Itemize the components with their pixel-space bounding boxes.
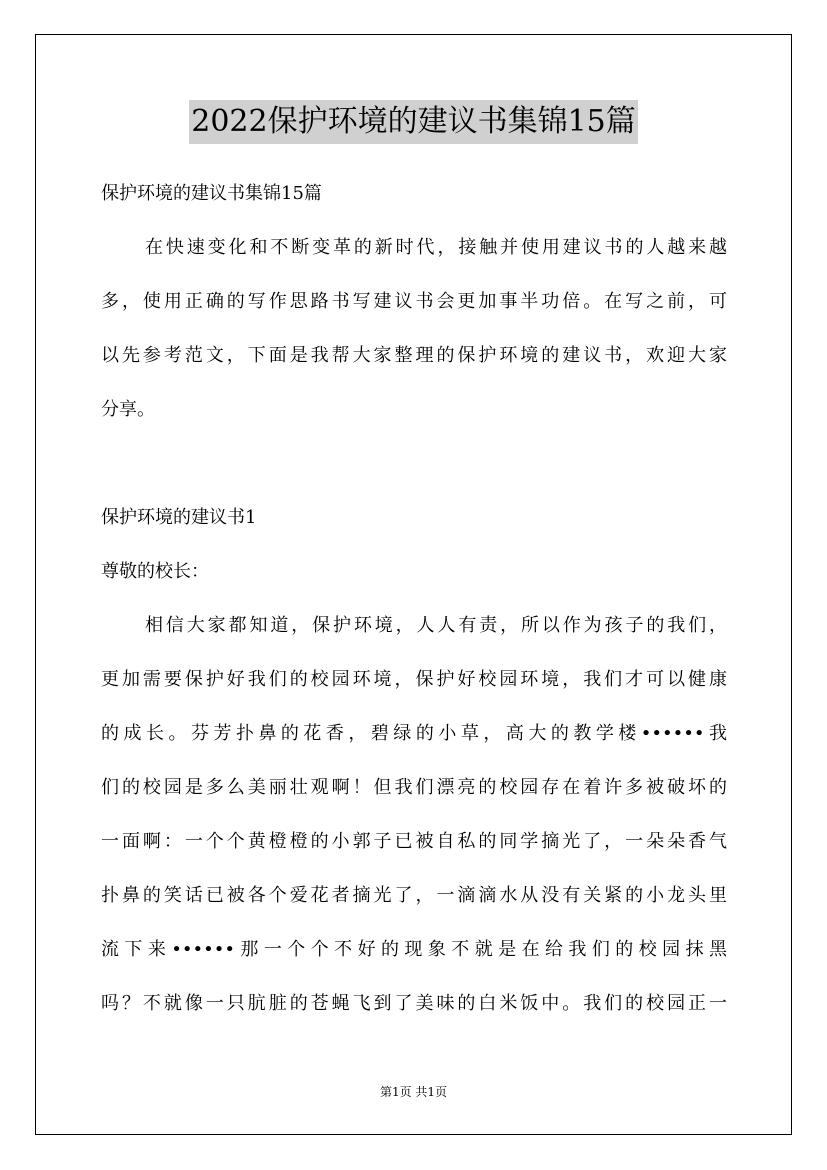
body-line: 一面啊：一个个黄橙橙的小郭子已被自私的同学摘光了，一朵朵香气 [101,831,727,852]
body-line: 们的校园是多么美丽壮观啊！但我们漂亮的校园存在着许多被破坏的 [101,777,727,798]
section-heading: 保护环境的建议书1 [101,507,257,528]
body-line: 扑鼻的笑话已被各个爱花者摘光了，一滴滴水从没有关紧的小龙头里 [101,885,727,906]
body-line: 吗？不就像一只肮脏的苍蝇飞到了美味的白米饭中。我们的校园正一 [101,993,727,1014]
salutation: 尊敬的校长： [101,561,209,582]
intro-line: 多，使用正确的写作思路书写建议书会更加事半功倍。在写之前，可 [101,291,727,312]
intro-line: 分享。 [101,399,155,420]
page-footer: 第1页 共1页 [379,1085,448,1099]
subtitle: 保护环境的建议书集锦15篇 [101,183,322,204]
intro-line: 以先参考范文，下面是我帮大家整理的保护环境的建议书，欢迎大家 [101,345,727,366]
body-line: 更加需要保护好我们的校园环境，保护好校园环境，我们才可以健康 [101,669,727,690]
body-line: 流下来••••••那一个个不好的现象不就是在给我们的校园抹黑 [101,939,727,960]
intro-line: 在快速变化和不断变革的新时代，接触并使用建议书的人越来越 [145,237,727,258]
document-title: 2022保护环境的建议书集锦15篇 [189,100,638,144]
body-line: 的成长。芬芳扑鼻的花香，碧绿的小草，高大的教学楼••••••我 [101,723,727,744]
body-line: 相信大家都知道，保护环境，人人有责，所以作为孩子的我们， [145,615,727,636]
